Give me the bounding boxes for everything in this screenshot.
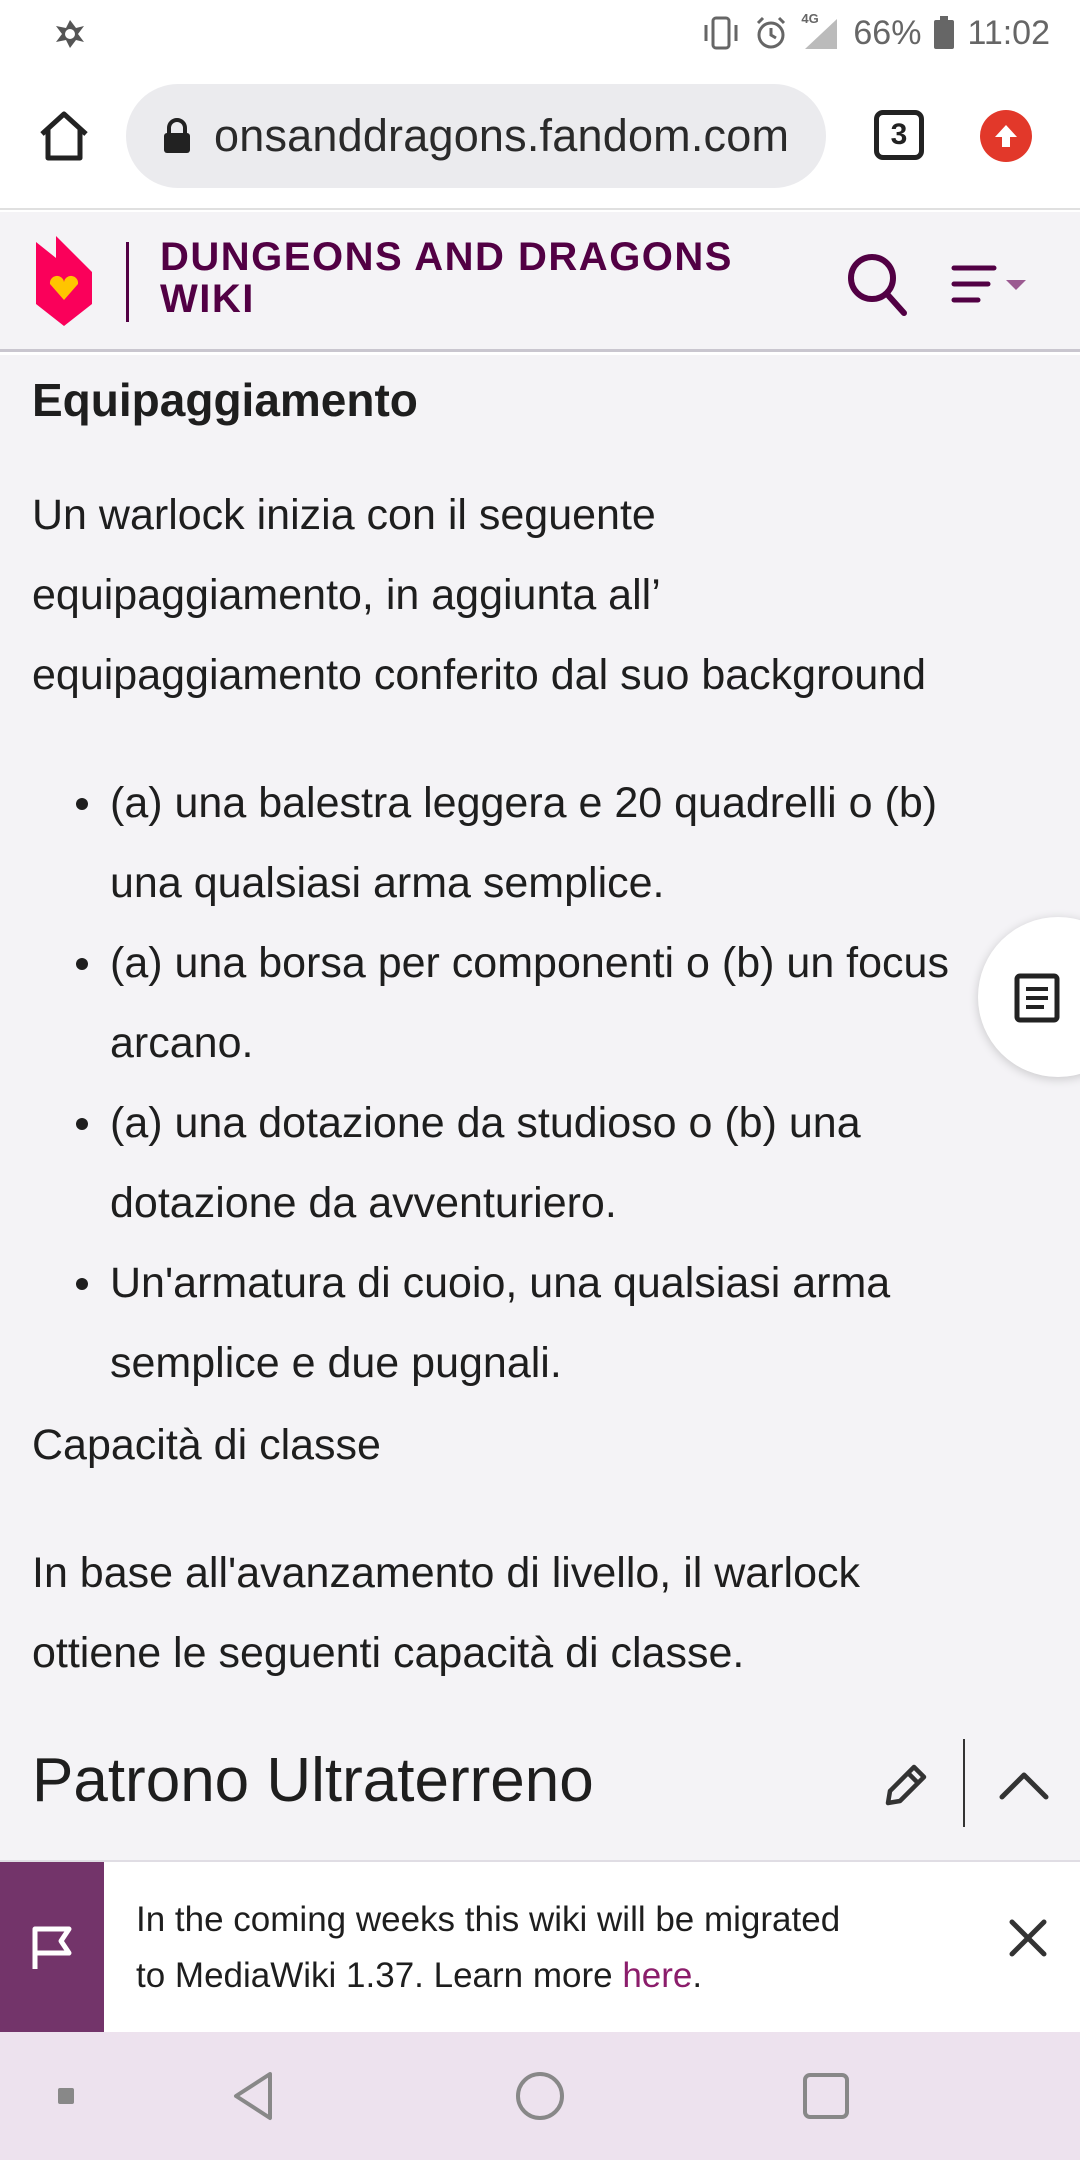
app-notification-icon [50, 14, 90, 54]
system-navigation-bar [0, 2032, 1080, 2160]
menu-icon[interactable] [950, 260, 1034, 310]
list-item-line: (a) una borsa per componenti o (b) un focus [110, 939, 949, 987]
url-text: onsanddragons.fandom.com [214, 110, 790, 161]
close-icon[interactable] [1004, 1914, 1052, 1962]
list-item-line: Un'armatura di cuoio, una qualsiasi arma [110, 1259, 891, 1307]
list-item [32, 763, 1052, 923]
chevron-up-icon[interactable] [996, 1765, 1052, 1805]
notice-text [136, 1892, 936, 2004]
class-features-line: ottiene le seguenti capacità di classe. [32, 1629, 745, 1677]
notice-line: In the coming weeks this wiki will be migrated [136, 1900, 841, 1939]
alarm-icon [753, 15, 789, 51]
notice-line [136, 1948, 936, 2004]
network-type-label: 4G [801, 11, 819, 26]
tabs-button[interactable]: 3 [874, 110, 924, 160]
wiki-title-line1: DUNGEONS AND DRAGONS [160, 235, 733, 279]
network-signal-icon [801, 11, 841, 51]
header-divider [126, 242, 129, 322]
home-icon[interactable] [34, 106, 94, 166]
lock-icon [162, 118, 192, 154]
list-item-line: semplice e due pugnali. [110, 1339, 562, 1387]
migration-notice [0, 1860, 1080, 2032]
toc-icon [1014, 973, 1060, 1023]
status-bar [0, 0, 1080, 66]
list-item-line: (a) una dotazione da studioso o (b) una [110, 1099, 861, 1147]
list-item-line: arcano. [110, 1019, 254, 1067]
article-content [0, 355, 1080, 1860]
section-actions-divider [963, 1739, 965, 1827]
wiki-title[interactable] [160, 236, 780, 320]
notice-link[interactable]: here [622, 1956, 693, 1995]
wiki-title-line2: WIKI [160, 277, 255, 321]
list-item [32, 1243, 1052, 1403]
pencil-icon[interactable] [878, 1757, 934, 1813]
back-icon[interactable] [230, 2070, 276, 2122]
arrow-up-icon [991, 121, 1021, 151]
class-features-label: Capacità di classe [32, 1421, 381, 1469]
vibrate-icon [701, 15, 741, 51]
recent-apps-icon[interactable] [802, 2072, 850, 2120]
intro-paragraph [32, 475, 926, 715]
flag-icon [29, 1923, 75, 1973]
nav-indicator [58, 2088, 74, 2104]
update-button[interactable] [980, 110, 1032, 162]
notice-line-suffix: . [692, 1956, 703, 1995]
list-item [32, 923, 1052, 1083]
search-icon[interactable] [846, 252, 908, 318]
address-bar[interactable] [126, 84, 826, 188]
battery-icon [933, 16, 955, 50]
browser-toolbar [0, 66, 1080, 210]
subsection-title: Patrono Ultraterreno [32, 1746, 594, 1815]
home-circle-icon[interactable] [514, 2070, 566, 2122]
class-features-paragraph [32, 1533, 860, 1693]
notice-line-prefix: to MediaWiki 1.37. Learn more [136, 1956, 623, 1995]
wiki-header [0, 212, 1080, 352]
list-item [32, 1083, 1052, 1243]
intro-line: equipaggiamento conferito dal suo background [32, 651, 927, 699]
equipment-list [32, 763, 1052, 1403]
fandom-logo-icon[interactable] [30, 232, 98, 328]
clock: 11:02 [967, 13, 1050, 52]
class-features-line: In base all'avanzamento di livello, il warlock [32, 1549, 861, 1597]
section-heading: Equipaggiamento [32, 374, 418, 426]
list-item-line: una qualsiasi arma semplice. [110, 859, 665, 907]
notice-flag-bar [0, 1862, 104, 2034]
intro-line: Un warlock inizia con il seguente [32, 491, 656, 539]
list-item-line: dotazione da avventuriero. [110, 1179, 617, 1227]
battery-percent: 66% [853, 13, 922, 52]
intro-line: equipaggiamento, in aggiunta all’ [32, 571, 661, 619]
list-item-line: (a) una balestra leggera e 20 quadrelli o (b) [110, 779, 938, 827]
